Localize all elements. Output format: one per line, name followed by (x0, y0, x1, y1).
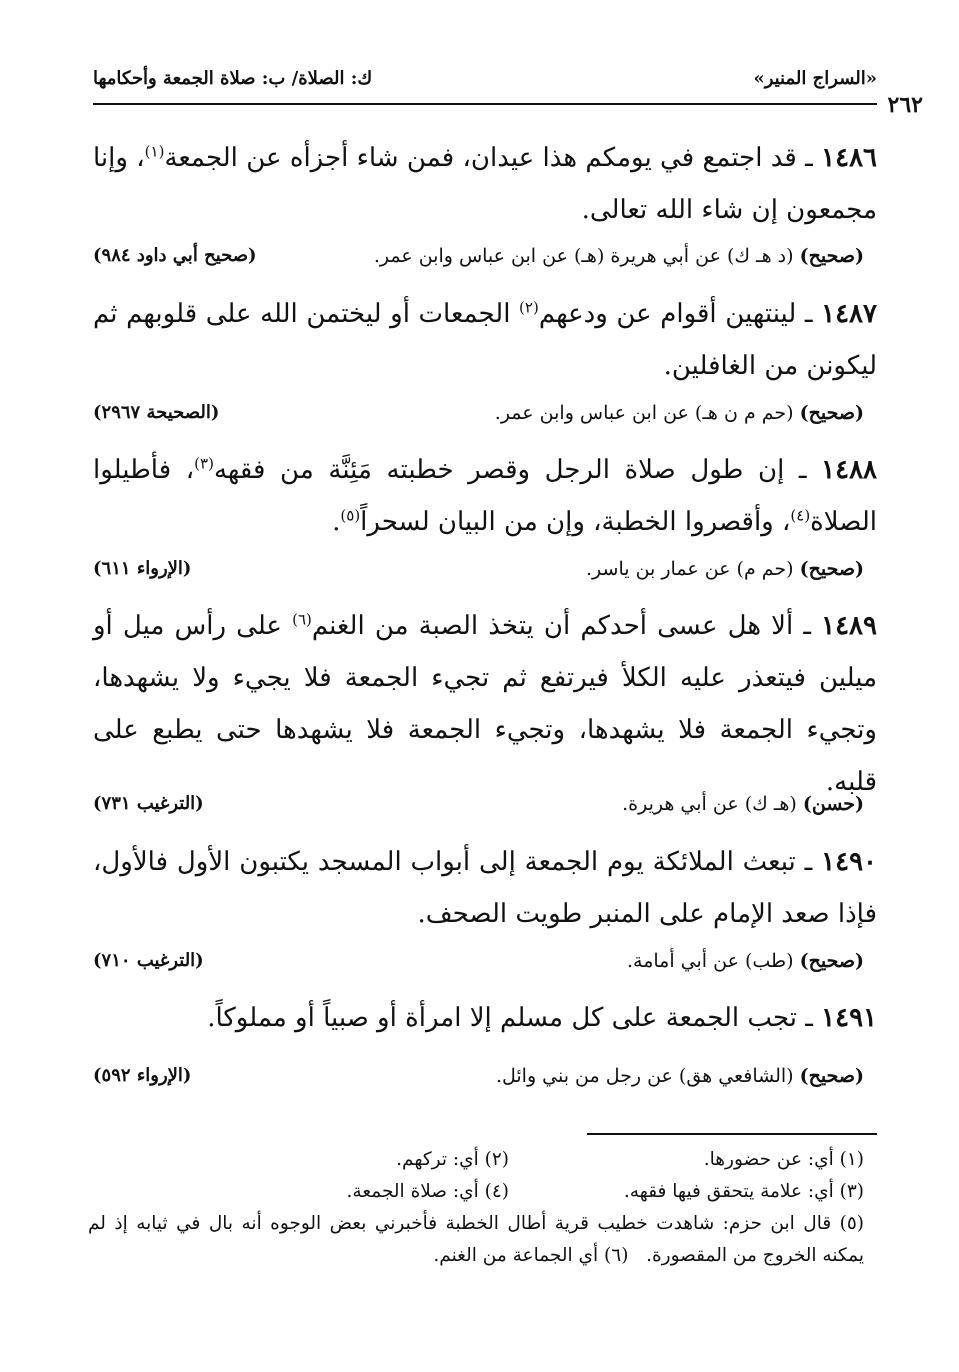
hadith-text-cont: الجمعات أو ليختمن الله على قلوبهم ثم ليكونن من الغافلين. (93, 299, 877, 381)
book-title: «السراج المنير» (753, 68, 877, 89)
footnote-5 (88, 1208, 864, 1272)
hadith-text: قد اجتمع في يومكم هذا عيدان، فمن شاء أجزأه عن الجمعة (164, 143, 797, 173)
hadith-number: ١٤٩١ (821, 1003, 877, 1033)
footnote-5-text: (٥) قال ابن حزم: شاهدت خطيب قرية أطال الخطبة فأخبرني بعض الوجوه أنه بال في ثيابه إذ لم يمكنه الخروج من المقصورة. (88, 1213, 865, 1266)
hadith-1488: ١٤٨٨ ـ إن طول صلاة الرجل وقصر خطبته مَئِنَّة من فقهه$^{(٣)}$، فأطيلوا الصلاة$^{(٤)}$، وأقصروا الخطبة، وإن من البيان لسحراً$^{(٥)}$. (93, 454, 877, 537)
footnote-marker: (٦) (292, 610, 312, 629)
hadith-number: ١٤٨٩ (821, 611, 877, 641)
hadith-text-cont: ، فأطيلوا الصلاة (93, 455, 877, 537)
hadith-text: تجب الجمعة على كل مسلم إلا امرأة أو صبياً أو مملوكاً. (207, 1003, 797, 1033)
footnote-marker: (١) (144, 142, 165, 161)
grade-label: (صحيح) (799, 402, 864, 424)
grade-sources: (د هـ ك) عن أبي هريرة (هـ) عن ابن عباس وابن عمر. (373, 245, 794, 267)
footnote-1: (١) أي: عن حضورها. (703, 1149, 864, 1170)
footnote-marker: (٢) (519, 298, 539, 317)
hadith-number: ١٤٨٦ (821, 143, 877, 173)
grade-line (93, 245, 864, 279)
grade-label: (حسن) (802, 793, 864, 815)
footnote-rule (587, 1133, 877, 1135)
grade-line (93, 402, 864, 436)
grade-reference: (الإرواء ٦١١) (93, 558, 192, 579)
chapter-title: ك: الصلاة/ ب: صلاة الجمعة وأحكامها (93, 68, 373, 89)
grade-sources: (الشافعي هق) عن رجل من بني وائل. (495, 1065, 794, 1087)
grade-sources: (طب) عن أبي أمامة. (626, 950, 794, 972)
footnote-row (88, 1144, 864, 1176)
hadith-1486: ١٤٨٦ ـ قد اجتمع في يومكم هذا عيدان، فمن شاء أجزأه عن الجمعة$^{(١)}$، وإنا مجمعون إن شاء الله تعالى. (93, 142, 877, 225)
hadith-number: ١٤٨٧ (821, 299, 877, 329)
hadith-number: ١٤٨٨ (821, 455, 877, 485)
grade-sources: (حم م ن هـ) عن ابن عباس وابن عمر. (494, 402, 794, 424)
grade-line (93, 1065, 864, 1099)
header-rule (93, 103, 877, 105)
grade-reference: (صحيح أبي داود ٩٨٤) (93, 245, 257, 266)
grade-label: (صحيح) (799, 950, 864, 972)
grade-line (93, 793, 864, 827)
grade-reference: (الترغيب ٧٣١) (93, 793, 204, 814)
hadith-text: تبعث الملائكة يوم الجمعة إلى أبواب المسجد يكتبون الأول فالأول، فإذا صعد الإمام على المنبر طويت الصحف. (93, 847, 877, 929)
footnote-3: (٣) أي: علامة يتحقق فيها فقهه. (623, 1181, 864, 1202)
footnote-2: (٢) أي: تركهم. (396, 1149, 509, 1170)
footnote-marker: (٣) (194, 454, 214, 473)
grade-label: (صحيح) (799, 245, 864, 267)
hadith-1491: ١٤٩١ ـ تجب الجمعة على كل مسلم إلا امرأة أو صبياً أو مملوكاً. (207, 1003, 877, 1033)
running-header (93, 66, 877, 96)
grade-sources: (حم م) عن عمار بن ياسر. (586, 558, 794, 580)
page-number: ٢٦٢ (887, 92, 923, 118)
hadith-text-cont: ، وإنا مجمعون إن شاء الله تعالى. (93, 143, 877, 225)
grade-label: (صحيح) (799, 558, 864, 580)
footnotes (88, 1144, 864, 1272)
grade-sources: (هـ ك) عن أبي هريرة. (622, 793, 797, 815)
grade-reference: (الإرواء ٥٩٢) (93, 1065, 192, 1086)
hadith-text: إن طول صلاة الرجل وقصر خطبته مَئِنَّة من فقهه (213, 455, 785, 485)
grade-line (93, 558, 864, 592)
grade-reference: (الصحيحة ٢٩٦٧) (93, 402, 220, 423)
hadith-text-cont: على رأس ميل أو ميلين فيتعذر عليه الكلأ فيرتفع ثم تجيء الجمعة فلا يجيء ولا يشهدها، وتجيء الجمعة فلا يشهدها، وتجيء الجمعة فلا يشهدها حتى يطبع على قلبه. (93, 611, 877, 797)
hadith-text-cont: ، وأقصروا الخطبة، وإن من البيان لسحراً (360, 507, 791, 537)
footnote-6: (٦) أي الجماعة من الغنم. (433, 1245, 629, 1266)
grade-reference: (الترغيب ٧١٠) (93, 950, 204, 971)
footnote-row (88, 1176, 864, 1208)
hadith-1490: ١٤٩٠ ـ تبعث الملائكة يوم الجمعة إلى أبواب المسجد يكتبون الأول فالأول، فإذا صعد الإمام على المنبر طويت الصحف. (93, 847, 877, 929)
hadith-text: ألا هل عسى أحدكم أن يتخذ الصبة من الغنم (311, 611, 794, 641)
hadith-number: ١٤٩٠ (821, 847, 877, 877)
hadith-1487: ١٤٨٧ ـ لينتهين أقوام عن ودعهم$^{(٢)}$ الجمعات أو ليختمن الله على قلوبهم ثم ليكونن من الغافلين. (93, 298, 877, 381)
footnote-marker: (٤) (790, 506, 811, 525)
hadith-text: لينتهين أقوام عن ودعهم (538, 299, 797, 329)
footnote-4: (٤) أي: صلاة الجمعة. (346, 1181, 509, 1202)
grade-line (93, 950, 864, 984)
footnote-marker: (٥) (340, 506, 361, 525)
grade-label: (صحيح) (799, 1065, 864, 1087)
hadith-1489: ١٤٨٩ ـ ألا هل عسى أحدكم أن يتخذ الصبة من الغنم$^{(٦)}$ على رأس ميل أو ميلين فيتعذر عليه الكلأ فيرتفع ثم تجيء الجمعة فلا يجيء ولا يشهدها، وتجيء الجمعة فلا يشهدها، وتجيء الجمعة فلا يشهدها حتى يطبع على قلبه. (93, 610, 877, 797)
hadith-text-end: . (332, 507, 341, 537)
